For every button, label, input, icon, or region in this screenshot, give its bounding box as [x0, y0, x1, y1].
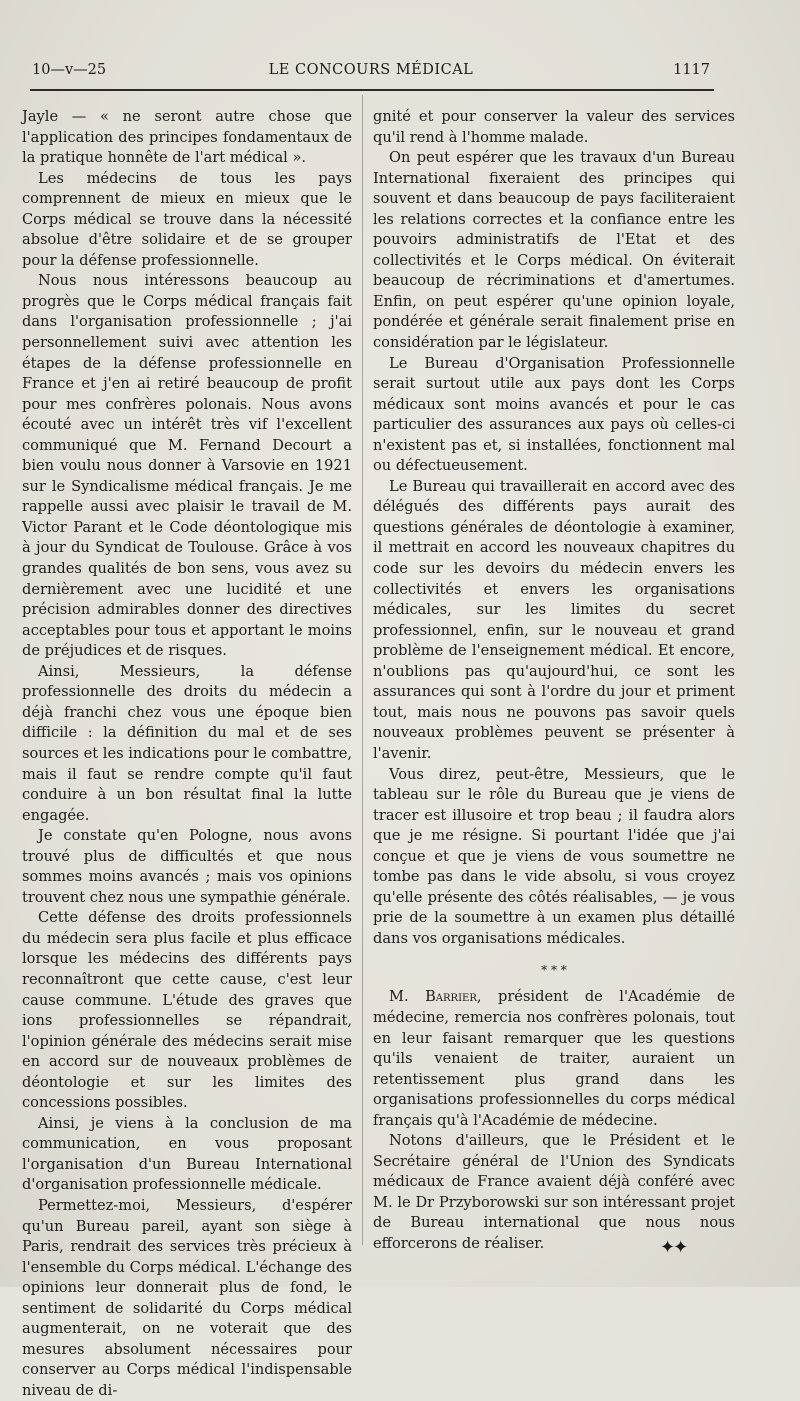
- issue-date: 10—v—25: [32, 62, 107, 78]
- paragraph: On peut espérer que les travaux d'un Bureau International fixeraient des principes qui souvent et dans beaucoup de pays faciliteraient les relations correctes et la confiance entre les pouvoirs administratifs de l'Etat et des collectivités et le Corps médical. On éviterait beaucoup de récriminations et d'amertumes. Enfin, on peut espérer qu'une opinion loyale, pondérée et générale serait finalement prise en considération par le législateur.: [373, 149, 735, 352]
- paragraph: gnité et pour conserver la valeur des services qu'il rend à l'homme malade.: [373, 108, 735, 146]
- paragraph: Ainsi, Messieurs, la défense professionnelle des droits du médecin a déjà franchi chez vous une époque bien difficile : la définition du mal et de ses sources et les indications pour le combattre, mais il faut se rendre compte qu'il faut conduire à un bon résultat final la lutte engagée.: [22, 662, 352, 824]
- paragraph: Les médecins de tous les pays comprennent de mieux en mieux que le Corps médical se trouve dans la nécessité absolue d'être solidaire et de se grouper pour la défense professionnelle.: [22, 169, 352, 269]
- right-column: [373, 107, 735, 1255]
- paragraph: Jayle — « ne seront autre chose que l'application des principes fondamentaux de la pratique honnête de l'art médical ».: [22, 108, 352, 167]
- paragraph: Vous direz, peut-être, Messieurs, que le tableau sur le rôle du Bureau que je viens de tracer est illusoire et trop beau ; il faudra alors que je me résigne. Si pourtant l'idée que j'ai conçue et que je viens de vous soumettre ne tombe pas dans le vide absolu, si vous croyez qu'elle présente des côtés réalisables, — je vous prie de la soumettre à un examen plus détaillé dans vos organisations médicales.: [373, 765, 735, 947]
- journal-title: LE CONCOURS MÉDICAL: [268, 62, 474, 78]
- paragraph: Permettez-moi, Messieurs, d'espérer qu'un Bureau pareil, ayant son siège à Paris, rendrait des services très précieux à l'ensemble du Corps médical. L'échange des opinions leur donnerait plus de fond, le sentiment de solidarité du Corps médical augmenterait, on ne voterait que des mesures absolument nécessaires pour conserver au Corps médical l'indispensable niveau de di-: [22, 1196, 352, 1399]
- running-header: [32, 62, 710, 84]
- paragraph-text: président de l'Académie de médecine, remercia nos confrères polonais, tout en leur faisant remarquer que les questions qu'ils venaient de traiter, auraient un retentissement plus grand dans les organisations professionnelles du corps médical français qu'à l'Académie de médecine.: [373, 988, 735, 1129]
- speaker-name: M. Barrier,: [389, 988, 482, 1006]
- paragraph: [373, 987, 735, 1131]
- paragraph: Ainsi, je viens à la conclusion de ma communication, en vous proposant l'organisation d'un Bureau International d'organisation professionnelle médicale.: [22, 1114, 352, 1194]
- paragraph: Le Bureau qui travaillerait en accord avec des délégués des différents pays aurait des questions générales de déontologie à examiner, il mettrait en accord les nouveaux chapitres du code sur les devoirs du médecin envers les collectivités et envers les organisations médicales, sur les limites du secret professionnel, enfin, sur le nouveau et grand problème de l'enseignement médical. Et encore, n'oublions pas qu'aujourd'hui, ce sont les assurances qui sont à l'ordre du jour et priment tout, mais nous ne pouvons pas savoir quels nouveaux problèmes peuvent se présenter à l'avenir.: [373, 477, 735, 762]
- paragraph: Je constate qu'en Pologne, nous avons trouvé plus de difficultés et que nous sommes moins avancés ; mais vos opinions trouvent chez nous une sympathie générale.: [22, 827, 352, 906]
- end-ornament: ✦✦: [660, 1237, 687, 1258]
- left-column: [22, 107, 352, 1401]
- section-separator: * * *: [541, 963, 567, 978]
- column-divider: [362, 95, 363, 1245]
- paragraph: Nous nous intéressons beaucoup au progrès que le Corps médical français fait dans l'organisation professionnelle ; j'ai personnellement suivi avec attention les étapes de la défense professionnelle en France et j'en ai retiré beaucoup de profit pour mes confrères polonais. Nous avons écouté avec un intérêt très vif l'excellent communiqué que M. Fernand Decourt a bien voulu nous donner à Varsovie en 1921 sur le Syndicalisme médical français. Je me rappelle aussi avec plaisir le travail de M. Victor Parant et le Code déontologique mis à jour du Syndicat de Toulouse. Grâce à vos grandes qualités de bon sens, vous avez su dernièrement avec une lucidité et une précision admirables donner des directives acceptables pour tous et apportant le moins de préjudices et de risques.: [22, 272, 352, 660]
- page-number: 1117: [673, 62, 710, 78]
- paragraph: Cette défense des droits professionnels du médecin sera plus facile et plus efficace lorsque les médecins des différents pays reconnaîtront que cette cause, c'est leur cause commune. L'étude des graves que ions professionnelles se répandrait, l'opinion générale des médecins serait mise en accord sur de nouveaux problèmes de déontologie et sur les limites des concessions possibles.: [22, 909, 352, 1112]
- paragraph: Notons d'ailleurs, que le Président et le Secrétaire général de l'Union des Syndicats médicaux de France avaient déjà conféré avec M. le Dr Przyborowski sur son intéressant projet de Bureau international que nous nous efforcerons de réaliser.: [373, 1132, 735, 1252]
- header-rule: [30, 89, 714, 91]
- paragraph: Le Bureau d'Organisation Professionnelle serait surtout utile aux pays dont les Corps médicaux sont moins avancés et pour le cas particulier des assurances aux pays où celles-ci n'existent pas et, si installées, fonctionnent mal ou défectueusement.: [373, 354, 735, 475]
